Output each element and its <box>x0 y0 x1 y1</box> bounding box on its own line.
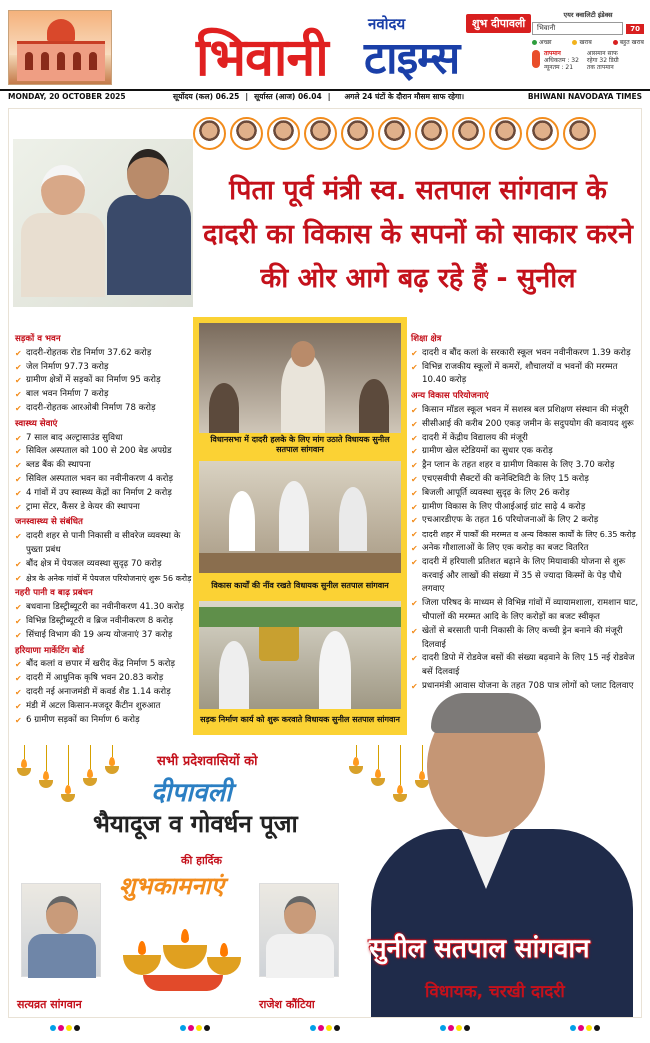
forecast-line-1: आसमान साफ <box>586 50 618 57</box>
aqi-city: भिवानी <box>532 22 623 35</box>
ad-headline: पिता पूर्व मंत्री स्व. सतपाल सांगवान के दादरी का विकास के सपनों को साकार करने की ओर आगे बढ़ रहे हैं - सुनील <box>202 175 634 294</box>
greeting-line-1: सभी प्रदेशवासियों को <box>157 754 258 769</box>
list-item: ✔ क्षेत्र के अनेक गांवों में पेयजल परियोजनाएं शुरू 56 करोड़ <box>15 572 193 586</box>
father-son-photo <box>13 139 193 307</box>
list-item: ✔ खेतों से बरसाती पानी निकासी के लिए कच्ची ड्रेन बनाने की मंजूरी दिलवाई <box>411 625 639 653</box>
diya-icon <box>17 745 31 802</box>
category-heading: जनस्वास्थ्य से संबंधित <box>15 517 83 528</box>
list-item: ✔ दादरी में हरियाली प्रतिशत बढ़ाने के लिए मियावाकी योजना से शुरू करवाई और लाखों की संख्या में 35 से ज्यादा किस्मों के पेड़ पौधे लगवाए <box>411 556 639 597</box>
list-item: ✔ दादरी नई अनाजमंडी में कवर्ड शैड 1.14 करोड़ <box>15 686 193 700</box>
aqi-value: 70 <box>626 24 644 34</box>
list-item: ✔ दादरी-रोहतक रोड निर्माण 37.62 करोड़ <box>15 347 193 361</box>
category-heading: स्वास्थ्य सेवाएं <box>15 418 58 429</box>
category-heading: शिक्षा क्षेत्र <box>411 334 442 344</box>
leader-photo <box>304 117 337 150</box>
list-item: ✔ 6 ग्रामीण सड़कों का निर्माण 6 करोड़ <box>15 714 193 728</box>
list-item: ✔ दादरी-रोहतक आरओबी निर्माण 78 करोड़ <box>15 402 193 416</box>
leader-photo <box>415 117 448 150</box>
greeting-wishes: शुभकामनाएं <box>119 871 224 900</box>
list-item: ✔ 7 साल बाद अल्ट्रासाउंड सुविधा <box>15 432 193 446</box>
list-item: ✔ दादरी शहर में पार्कों की मरम्मत व अन्य विकास कार्यों के लिए 6.35 करोड़ <box>411 528 639 542</box>
sunrise-time: सूर्योदय (कल) 06.25 <box>173 91 240 101</box>
newspaper-subtitle: नवोदय <box>368 15 406 33</box>
list-item: ✔ सीसीआई की करीब 200 एकड़ जमीन के सदुपयोग की कवायद शुरू <box>411 418 639 432</box>
list-item: ✔ सिविल अस्पताल को 100 से 200 बेड अपग्रेड <box>15 445 193 459</box>
category-heading: अन्य विकास परियोजनाएं <box>411 391 489 402</box>
category-heading: नहरी पानी व बाढ़ प्रबंधन <box>15 588 93 599</box>
list-item: ✔ सिंचाई विभाग की 19 अन्य योजनाएं 37 करोड़ <box>15 629 193 643</box>
list-item: ✔ प्रधानमंत्री आवास योजना के तहत 708 पात्र लोगों को प्लाट दिलवाए <box>411 680 639 694</box>
masthead <box>0 0 650 90</box>
leader-photo <box>267 117 300 150</box>
category-heading: सड़कों व भवन <box>15 334 61 344</box>
mla-portrait <box>361 689 642 1018</box>
advertisement <box>8 108 642 1018</box>
forecast-line-2: रहेगा 32 डिग्री <box>586 57 619 64</box>
temp-max: अधिकतम : 32 <box>544 57 579 64</box>
person-name-right: राजेश कौंटिया <box>259 998 315 1011</box>
aqi-legend-good: अच्छा <box>532 38 552 46</box>
leader-photo <box>378 117 411 150</box>
newspaper-title-times: टाइम्स <box>364 33 460 84</box>
list-item: ✔ जिला परिषद के माध्यम से विभिन्न गांवों में व्यायामशाला, रामशान घाट, चौपालों की मरम्मत आदि के लिए करोड़ों का बजट स्वीकृत <box>411 597 639 625</box>
list-item: ✔ अनेक गौशालाओं के लिए एक करोड़ का बजट वितरित <box>411 542 639 556</box>
list-item: ✔ बिजली आपूर्ति व्यवस्था सुदृढ़ के लिए 26 करोड़ <box>411 487 639 501</box>
weather-box <box>532 10 644 80</box>
list-item: ✔ बौंद क्षेत्र में पेयजल व्यवस्था सुदृढ़ 70 करोड़ <box>15 558 193 572</box>
date-bar: MONDAY, 20 OCTOBER 2025 सूर्योदय (कल) 06.25 | सूर्यास्त (आज) 06.04 | अगले 24 घंटों के दौरान मौसम साफ रहेगा। BHIWANI NAVODAYA TIMES <box>0 89 650 102</box>
photo-caption: सड़क निर्माण कार्य को शुरू करवाते विधायक सुनील सतपाल सांगवान <box>200 715 400 724</box>
list-item: ✔ विभिन्न डिस्ट्रीब्यूटरी व ब्रिज नवीनीकरण 8 करोड़ <box>15 615 193 629</box>
assembly-photo <box>199 323 401 433</box>
hanging-lamps-left <box>17 745 119 802</box>
list-item: ✔ एचआरडीएफ के तहत 16 परियोजनाओं के लिए 2 करोड़ <box>411 514 639 528</box>
leader-photo <box>193 117 226 150</box>
leader-photo <box>489 117 522 150</box>
leader-photos-row <box>193 117 596 150</box>
list-item: ✔ एचएसवीपी सैक्टरों की कनेक्टिविटी के लिए 15 करोड़ <box>411 473 639 487</box>
list-item: ✔ बधवाना डिस्ट्रीब्यूटरी का नवीनीकरण 41.30 करोड़ <box>15 601 193 615</box>
list-item: ✔ दादरी डिपो में रोडवेज बसों की संख्या बढ़वाने के लिए 15 नई रोडवेज बसें दिलवाई <box>411 652 639 680</box>
list-item: ✔ ग्रामीण क्षेत्रों में सड़कों का निर्माण 95 करोड़ <box>15 374 193 388</box>
left-achievements-list <box>15 331 193 727</box>
list-item: ✔ जेल निर्माण 97.73 करोड़ <box>15 361 193 375</box>
list-item: ✔ दादरी में आधुनिक कृषि भवन 20.83 करोड़ <box>15 672 193 686</box>
diya-icon <box>61 745 75 802</box>
diya-icon <box>83 745 97 802</box>
issue-date: MONDAY, 20 OCTOBER 2025 <box>8 92 126 101</box>
mla-designation: विधायक, चरखी दादरी <box>425 982 565 1002</box>
person-photo-left <box>21 883 101 977</box>
forecast-line-3: तक तापमान <box>586 64 614 71</box>
list-item: ✔ बाल भवन निर्माण 7 करोड़ <box>15 388 193 402</box>
list-item: ✔ ड्रैन प्लान के तहत शहर व ग्रामीण विकास के लिए 3.70 करोड़ <box>411 459 639 473</box>
diya-icon <box>105 745 119 802</box>
temple-image <box>8 10 112 85</box>
greeting-line-4: की हार्दिक <box>181 854 222 867</box>
leader-photo <box>526 117 559 150</box>
person-photo-right <box>259 883 339 977</box>
diya-group-icon <box>123 915 243 995</box>
category-heading: हरियाणा मार्केटिंग बोर्ड <box>15 645 85 656</box>
photo-caption: विधानसभा में दादरी हलके के लिए मांग उठाते विधायक सुनील सतपाल सांगवान <box>210 435 390 454</box>
newspaper-title: भिवानी <box>196 28 328 88</box>
leader-photo <box>563 117 596 150</box>
list-item: ✔ सिविल अस्पताल भवन का नवीनीकरण 4 करोड़ <box>15 473 193 487</box>
leader-photo <box>230 117 263 150</box>
diya-icon <box>39 745 53 802</box>
weather-ticker: अगले 24 घंटों के दौरान मौसम साफ रहेगा। <box>344 91 465 101</box>
mla-name: सुनील सतपाल सांगवान <box>369 934 590 964</box>
aqi-legend <box>532 38 644 46</box>
thermometer-icon <box>532 50 540 68</box>
person-name-left: सत्यव्रत सांगवान <box>17 998 82 1011</box>
sunset-time: सूर्यास्त (आज) 06.04 <box>254 91 322 101</box>
list-item: ✔ ब्लड बैंक की स्थापना <box>15 459 193 473</box>
leader-photo <box>452 117 485 150</box>
aqi-legend-very-bad: बहुत खराब <box>613 38 644 46</box>
list-item: ✔ दादरी व बौंद कलां के सरकारी स्कूल भवन नवीनीकरण 1.39 करोड़ <box>411 347 639 361</box>
list-item: ✔ दादरी शहर से पानी निकासी व सीवरेज व्यवस्था के पुख्ता प्रबंध <box>15 530 193 558</box>
print-registration-marks <box>0 1022 650 1034</box>
leader-photo <box>341 117 374 150</box>
list-item: ✔ किसान मॉडल स्कूल भवन में सशस्त्र बल प्रशिक्षण संस्थान की मंजूरी <box>411 404 639 418</box>
list-item: ✔ ग्रामीण खेल स्टेडियमों का सुधार एक करोड़ <box>411 445 639 459</box>
aqi-heading: एयर क्वालिटी इंडेक्स <box>563 11 613 19</box>
photo-caption: विकास कार्यों की नींव रखते विधायक सुनील सतपाल सांगवान <box>211 581 389 590</box>
right-achievements-list <box>411 331 639 694</box>
list-item: ✔ बौंद कलां व छपार में खरीद केंद्र निर्माण 5 करोड़ <box>15 658 193 672</box>
list-item: ✔ ग्रामीण विकास के लिए पीआईआई ग्रांट साढ़े 4 करोड़ <box>411 501 639 515</box>
aqi-legend-bad: खराब <box>572 38 591 46</box>
list-item: ✔ 4 गांवों में उप स्वास्थ्य केंद्रों का निर्माण 2 करोड़ <box>15 487 193 501</box>
list-item: ✔ मंडी में अटल किसान-मजदूर कैंटीन शुरुआत <box>15 700 193 714</box>
temp-min: न्यूनतम : 21 <box>544 64 574 71</box>
list-item: ✔ दादरी में केंद्रीय विद्यालय की मंजूरी <box>411 432 639 446</box>
list-item: ✔ विभिन्न राजकीय स्कूलों में कमरों, शौचालयों व भवनों की मरम्मत 10.40 करोड़ <box>411 361 639 389</box>
festive-badge: शुभ दीपावली <box>466 14 531 33</box>
temp-label: तापमान <box>544 50 561 57</box>
photo-column <box>193 317 407 735</box>
greeting-diwali: दीपावली <box>151 778 232 808</box>
foundation-photo <box>199 461 401 573</box>
greeting-festivals: भैयादूज व गोवर्धन पूजा <box>93 809 298 838</box>
list-item: ✔ ट्रामा सेंटर, कैंसर डे केयर की स्थापना <box>15 501 193 515</box>
brand-name: BHIWANI NAVODAYA TIMES <box>527 92 642 101</box>
